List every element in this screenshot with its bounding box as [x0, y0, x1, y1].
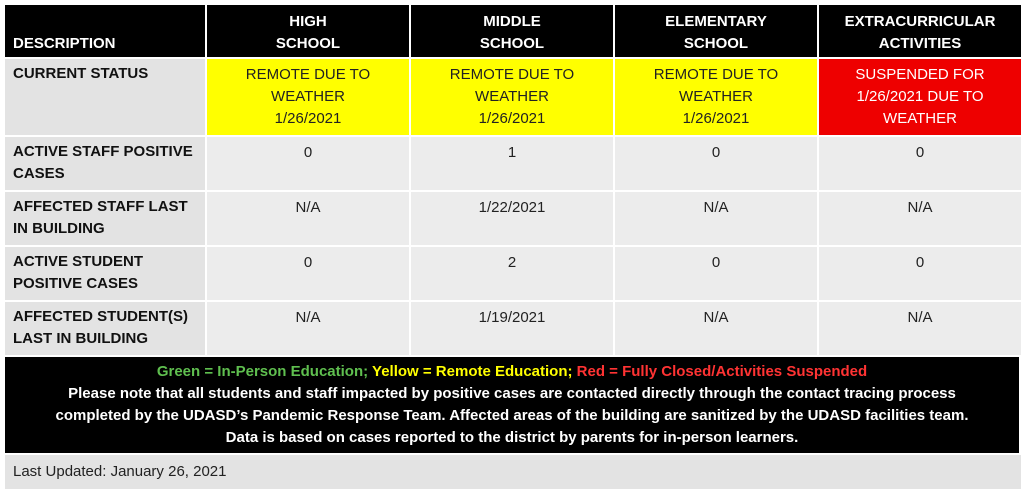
- row-affected-student-last: [4, 301, 1022, 356]
- row-label: ACTIVE STAFF POSITIVE CASES: [4, 136, 206, 191]
- table-cell: 2: [410, 246, 614, 301]
- status-cell-extracurricular: SUSPENDED FOR 1/26/2021 DUE TO WEATHER: [818, 58, 1022, 136]
- header-row: [4, 4, 1022, 58]
- row-label: AFFECTED STUDENT(S) LAST IN BUILDING: [4, 301, 206, 356]
- table-cell: 0: [818, 246, 1022, 301]
- table-cell: N/A: [206, 301, 410, 356]
- header-middle-school: MIDDLE SCHOOL: [410, 4, 614, 58]
- legend-yellow: Yellow = Remote Education;: [372, 363, 573, 380]
- row-label: ACTIVE STUDENT POSITIVE CASES: [4, 246, 206, 301]
- legend-red: Red = Fully Closed/Activities Suspended: [576, 363, 868, 380]
- table-cell: 1: [410, 136, 614, 191]
- legend-notes-box: [3, 357, 1021, 453]
- row-active-staff-cases: [4, 136, 1022, 191]
- table-cell: 1/22/2021: [410, 191, 614, 246]
- table-cell: 0: [614, 136, 818, 191]
- status-cell-middle-school: REMOTE DUE TO WEATHER 1/26/2021: [410, 58, 614, 136]
- status-table: [3, 3, 1023, 357]
- table-cell: N/A: [206, 191, 410, 246]
- row-label: CURRENT STATUS: [4, 58, 206, 136]
- table-cell: N/A: [818, 191, 1022, 246]
- color-legend: [15, 361, 1009, 383]
- legend-green: Green = In-Person Education;: [156, 363, 369, 380]
- table-cell: 0: [614, 246, 818, 301]
- row-label: AFFECTED STAFF LAST IN BUILDING: [4, 191, 206, 246]
- table-cell: 0: [206, 246, 410, 301]
- row-current-status: [4, 58, 1022, 136]
- table-cell: 0: [206, 136, 410, 191]
- status-cell-elementary-school: REMOTE DUE TO WEATHER 1/26/2021: [614, 58, 818, 136]
- header-elementary-school: ELEMENTARY SCHOOL: [614, 4, 818, 58]
- table-cell: 1/19/2021: [410, 301, 614, 356]
- note-line: Data is based on cases reported to the district by parents for in-person learners.: [225, 429, 799, 446]
- status-cell-high-school: REMOTE DUE TO WEATHER 1/26/2021: [206, 58, 410, 136]
- header-high-school: HIGH SCHOOL: [206, 4, 410, 58]
- table-cell: N/A: [818, 301, 1022, 356]
- table-cell: N/A: [614, 301, 818, 356]
- header-extracurricular: EXTRACURRICULAR ACTIVITIES: [818, 4, 1022, 58]
- row-active-student-cases: [4, 246, 1022, 301]
- table-cell: N/A: [614, 191, 818, 246]
- row-affected-staff-last: [4, 191, 1022, 246]
- note-line: Please note that all students and staff impacted by positive cases are contacted directly through the contact tracing process: [68, 385, 956, 402]
- last-updated: Last Updated: January 26, 2021: [3, 453, 1023, 489]
- note-line: completed by the UDASD’s Pandemic Response Team. Affected areas of the building are sanitized by the UDASD facilities team.: [55, 407, 969, 424]
- table-cell: 0: [818, 136, 1022, 191]
- header-description: DESCRIPTION: [4, 4, 206, 58]
- status-dashboard: [3, 3, 1021, 489]
